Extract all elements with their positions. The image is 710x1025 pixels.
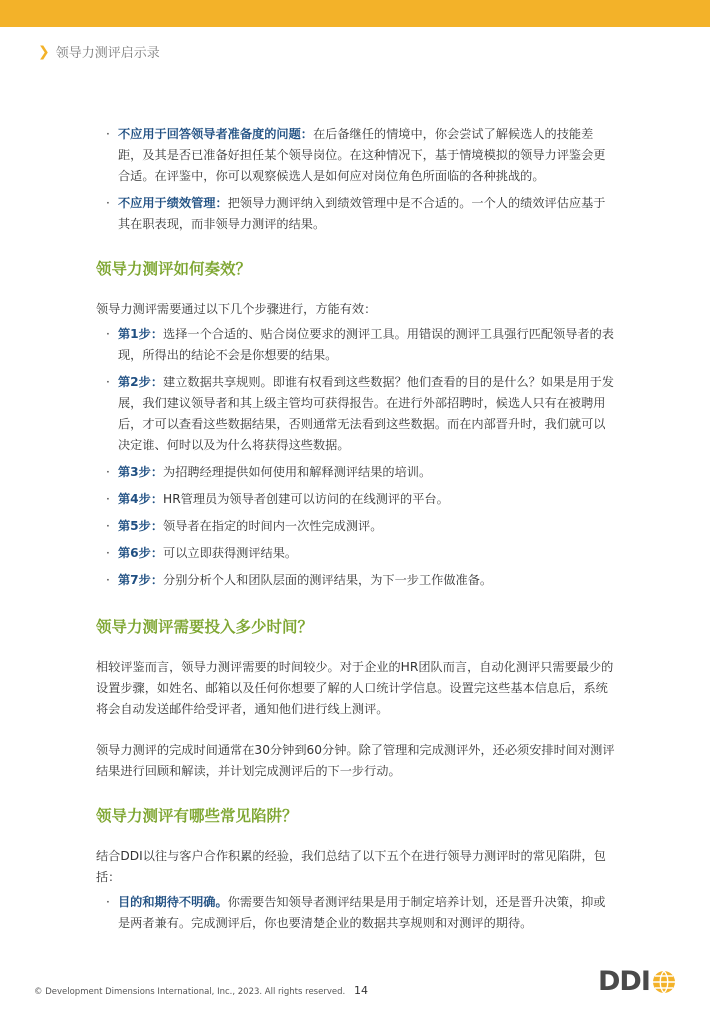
step-lead: 第6步： xyxy=(118,546,164,560)
step-text: 为招聘经理提供如何使用和解释测评结果的培训。 xyxy=(163,465,432,479)
bullet-dot: · xyxy=(106,546,110,560)
step-text: 可以立即获得测评结果。 xyxy=(163,546,298,560)
breadcrumb-label: 领导力测评启示录 xyxy=(55,46,160,61)
bullet-dot: · xyxy=(106,127,110,141)
step-lead: 第4步： xyxy=(118,492,164,506)
list-item xyxy=(96,124,616,187)
bullet-text: 在后备继任的情境中，你会尝试了解候选人的技能差距，及其是否已准备好担任某个领导岗位。在这种情况下，基于情境模拟的领导力评鉴会更合适。在评鉴中，你可以观察候选人是如何应对岗位角色所面临的各种挑战的。 xyxy=(118,127,606,183)
list-item xyxy=(96,462,616,483)
step-lead: 第7步： xyxy=(118,573,164,587)
list-item xyxy=(96,372,616,456)
bullet-text: 把领导力测评纳入到绩效管理中是不合适的。一个人的绩效评估应基于其在职表现，而非领导力测评的结果。 xyxy=(118,196,606,231)
step-text: 建立数据共享规则。即谁有权看到这些数据？他们查看的目的是什么？如果是用于发展，我们建议领导者和其上级主管均可获得报告。在进行外部招聘时，候选人只有在被聘用后，才可以查看这些数据结果，否则通常无法看到这些数据。而在内部晋升时，我们就可以决定谁、何时以及为什么将获得这些数据。 xyxy=(118,375,614,452)
chevron-right-icon: ❯ xyxy=(38,43,50,60)
logo-text: DDI xyxy=(598,966,650,997)
bullet-lead: 目的和期待不明确。 xyxy=(118,895,228,909)
bullet-dot: · xyxy=(106,895,110,909)
top-accent-bar xyxy=(0,0,710,27)
bullet-text: 你需要告知领导者测评结果是用于制定培养计划，还是晋升决策，抑或是两者兼有。完成测评后，你也要清楚企业的数据共享规则和对测评的期待。 xyxy=(118,895,606,930)
step-text: 分别分析个人和团队层面的测评结果，为下一步工作做准备。 xyxy=(163,573,493,587)
list-item xyxy=(96,193,616,235)
breadcrumb[interactable] xyxy=(38,42,160,61)
step-lead: 第3步： xyxy=(118,465,164,479)
step-text: 选择一个合适的、贴合岗位要求的测评工具。用错误的测评工具强行匹配领导者的表现，所得出的结论不会是你想要的结果。 xyxy=(118,327,614,362)
step-text: 领导者在指定的时间内一次性完成测评。 xyxy=(163,519,383,533)
step-text: HR管理员为领导者创建可以访问的在线测评的平台。 xyxy=(163,492,449,506)
bullet-dot: · xyxy=(106,519,110,533)
bullet-lead: 不应用于绩效管理： xyxy=(118,196,228,210)
list-item xyxy=(96,892,616,934)
copyright: © Development Dimensions International, Inc., 2023. All rights reserved. xyxy=(34,987,346,997)
section-intro: 结合DDI以往与客户合作积累的经验，我们总结了以下五个在进行领导力测评时的常见陷阱，包括： xyxy=(96,849,606,884)
bullet-dot: · xyxy=(106,573,110,587)
section-heading-pitfalls: 领导力测评有哪些常见陷阱？ xyxy=(96,807,298,825)
step-lead: 第2步： xyxy=(118,375,164,389)
ddi-logo xyxy=(598,966,676,997)
step-lead: 第5步： xyxy=(118,519,164,533)
step-lead: 第1步： xyxy=(118,327,164,341)
list-item xyxy=(96,543,616,564)
bullet-dot: · xyxy=(106,492,110,506)
list-item xyxy=(96,516,616,537)
bullet-dot: · xyxy=(106,375,110,389)
bullet-dot: · xyxy=(106,327,110,341)
list-item xyxy=(96,489,616,510)
bullet-lead: 不应用于回答领导者准备度的问题： xyxy=(118,127,313,141)
list-item xyxy=(96,570,616,591)
section-paragraph: 相较评鉴而言，领导力测评需要的时间较少。对于企业的HR团队而言，自动化测评只需要最少的设置步骤，如姓名、邮箱以及任何你想要了解的人口统计学信息。设置完这些基本信息后，系统将会自动发送邮件给受评者，通知他们进行线上测评。 xyxy=(96,660,614,716)
bullet-dot: · xyxy=(106,465,110,479)
section-paragraph: 领导力测评的完成时间通常在30分钟到60分钟。除了管理和完成测评外，还必须安排时间对测评结果进行回顾和解读，并计划完成测评后的下一步行动。 xyxy=(96,743,615,778)
section-heading-how-it-works: 领导力测评如何奏效？ xyxy=(96,260,252,278)
globe-icon xyxy=(652,970,676,994)
main-content xyxy=(96,124,616,940)
section-intro: 领导力测评需要通过以下几个步骤进行，方能有效： xyxy=(96,302,377,316)
section-heading-time: 领导力测评需要投入多少时间？ xyxy=(96,618,314,636)
list-item xyxy=(96,324,616,366)
bullet-dot: · xyxy=(106,196,110,210)
page-number: 14 xyxy=(354,984,368,997)
